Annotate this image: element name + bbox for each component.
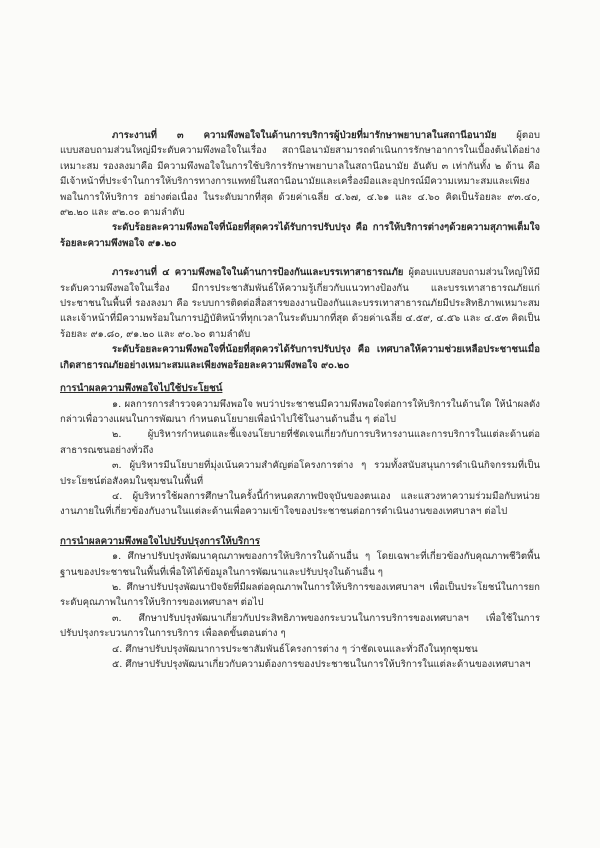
use-item-4: ๔. ผู้บริหารใช้ผลการศึกษาในครั้งนี้กำหนดสภาพปัจจุบันของตนเอง และแสวงหาความร่วมมือกับหน่วยงานภายในที่เกี่ยวข้องกับงานในแต่ละด้านเพื่อความเข้าใจของประชาชนต่อการดำเนินงานของเทศบาลฯ ต่อไป bbox=[60, 490, 540, 518]
paragraph-workload-4 bbox=[60, 265, 540, 342]
workload-4-summary: ระดับร้อยละความพึงพอใจที่น้อยที่สุดควรได้รับการปรับปรุง คือ เทศบาลให้ความช่วยเหลือประชาชนเมื่อเกิดสาธารณภัยอย่างเหมาะสมและเพียงพอร้อยละความพึงพอใจ ๙๐.๒๐ bbox=[60, 344, 540, 371]
section-workload-4 bbox=[60, 265, 540, 373]
improve-item-3: ๓. ศึกษาปรับปรุงพัฒนาเกี่ยวกับประสิทธิภาพของกระบวนในการบริการของเทศบาลฯ เพื่อใช้ในการปรับปรุงกระบวนการในการบริการ เพื่อลดขั้นตอนต่าง ๆ bbox=[60, 612, 540, 640]
workload-3-heading: ภาระงานที่ ๓ ความพึงพอใจในด้านการบริการผู้ป่วยที่มารักษาพยาบาลในสถานีอนามัย bbox=[112, 130, 497, 141]
use-results-title: การนำผลความพึงพอใจไปใช้ประโยชน์ bbox=[60, 383, 223, 395]
use-item-2: ๒. ผู้บริหารกำหนดและชี้แจงนโยบายที่ชัดเจนเกี่ยวกับการบริหารงานและการบริการในแต่ละด้านต่อสาธารณชนอย่างทั่วถึง bbox=[60, 429, 540, 456]
section-improve-service bbox=[60, 534, 540, 673]
workload-3-summary: ระดับร้อยละความพึงพอใจที่น้อยที่สุดควรได้รับการปรับปรุง คือ การให้บริการต่างๆด้วยความสุภาพเต็มใจ ร้อยละความพึงพอใจ ๙๑.๒๐ bbox=[60, 222, 540, 249]
workload-4-heading: ภาระงานที่ ๔ ความพึงพอใจในด้านการป้องกันและบรรเทาสาธารณภัย bbox=[112, 267, 404, 279]
improve-item-1: ๑. ศึกษาปรับปรุงพัฒนาคุณภาพของการให้บริการในด้านอื่น ๆ โดยเฉพาะที่เกี่ยวข้องกับคุณภาพชีวิตพื้นฐานของประชาชนในพื้นที่เพื่อให้ได้ข้อมูลในการพัฒนาและปรับปรุงในด้านอื่น ๆ bbox=[60, 551, 540, 578]
section-use-results bbox=[60, 381, 540, 520]
paragraph-workload-3 bbox=[60, 128, 540, 220]
improve-item-5: ๕. ศึกษาปรับปรุงพัฒนาเกี่ยวกับความต้องการของประชาชนในการให้บริการในแต่ละด้านของเทศบาลฯ bbox=[112, 659, 531, 670]
improve-service-title: การนำผลความพึงพอใจไปปรับปรุงการให้บริการ bbox=[60, 535, 260, 547]
use-item-1: ๑. ผลการการสำรวจความพึงพอใจ พบว่าประชาชนมีความพึงพอใจต่อการให้บริการในด้านใด ให้นำผลดังกล่าวเพื่อวางแผนในการพัฒนา กำหนดนโยบายเพื่อนำไปใช้ในงานด้านอื่น ๆ ต่อไป bbox=[60, 398, 540, 425]
workload-3-body: ผู้ตอบแบบสอบถามส่วนใหญ่มีระดับความพึงพอใจในเรื่อง สถานีอนามัยสามารถดำเนินการรักษาอาการในเบื้องต้นได้อย่างเหมาะสม รองลงมาคือ มีความพึงพอใจในการใช้บริการรักษาพยาบาลในสถานีอนามัย อันดับ ๓ เท่ากันทั้ง ๒ ด้าน คือ มีเจ้าหน้าที่ประจำในการให้บริการทางการแพทย์ในสถานีอนามัยและเครื่องมือและอุปกรณ์มีความเหมาะสมและเพียงพอในการให้บริการ อย่างต่อเนื่อง ในระดับมากที่สุด ด้วยค่าเฉลี่ย ๔.๖๗, ๔.๖๑ และ ๔.๖๐ คิดเป็นร้อยละ ๙๓.๔๐, ๙๒.๒๐ และ ๙๒.๐๐ ตามลำดับ bbox=[60, 130, 540, 219]
section-workload-3 bbox=[60, 128, 540, 251]
improve-item-2: ๒. ศึกษาปรับปรุงพัฒนาปัจจัยที่มีผลต่อคุณภาพในการให้บริการของเทศบาลฯ เพื่อเป็นประโยชน์ในการยกระดับคุณภาพในการให้บริการของเทศบาลฯ ต่อไป bbox=[60, 581, 540, 609]
improve-item-4: ๔. ศึกษาปรับปรุงพัฒนาการประชาสัมพันธ์โครงการต่าง ๆ ว่าชัดเจนและทั่วถึงในทุกชุมชน bbox=[112, 643, 478, 655]
use-item-3: ๓. ผู้บริหารมีนโยบายที่มุ่งเน้นความสำคัญต่อโครงการต่าง ๆ รวมทั้งสนับสนุนการดำเนินกิจกรรมที่เป็นประโยชน์ต่อสังคมในชุมชนในพื้นที่ bbox=[60, 460, 540, 487]
workload-4-body: ผู้ตอบแบบสอบถามส่วนใหญ่ให้มีระดับความพึงพอใจในเรื่อง มีการประชาสัมพันธ์ให้ความรู้เกี่ยวกับแนวทางป้องกัน และบรรเทาสาธารณภัยแก่ประชาชนในพื้นที่ รองลงมา คือ ระบบการติดต่อสื่อสารของงานป้องกันและบรรเทาสาธารณภัยมีประสิทธิภาพเหมาะสม และเจ้าหน้าที่มีความพร้อมในการปฏิบัติหน้าที่ทุกเวลาในระดับมากที่สุด ด้วยค่าเฉลี่ย ๔.๕๙, ๔.๕๖ และ ๔.๕๓ คิดเป็นร้อยละ ๙๑.๘๐, ๙๑.๒๐ และ ๙๐.๖๐ ตามลำดับ bbox=[60, 267, 540, 340]
